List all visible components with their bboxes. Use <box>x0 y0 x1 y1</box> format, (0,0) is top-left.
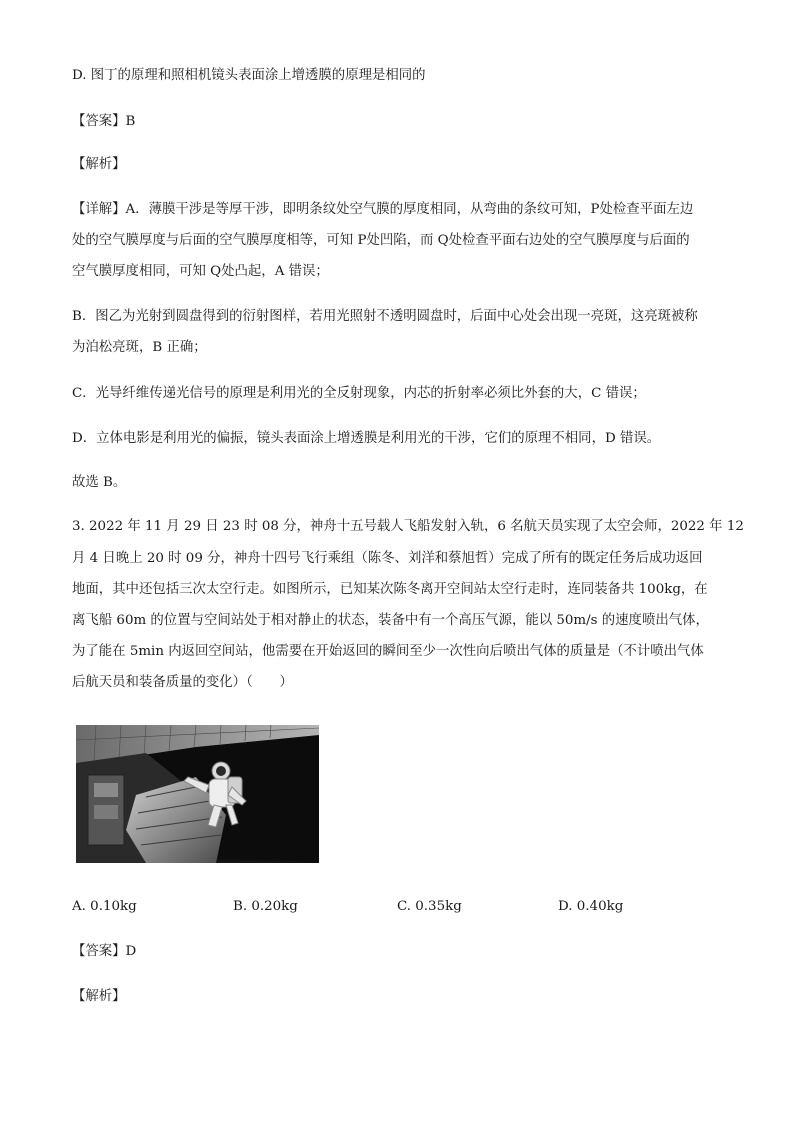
q3-stem-line: 离飞船 60m 的位置与空间站处于相对静止的状态，装备中有一个高压气源，能以 50m/s 的速度喷出气体， <box>72 613 709 628</box>
q3-stem-line: 3. 2022 年 11 月 29 日 23 时 08 分，神舟十五号载人飞船发射入轨，6 名航天员实现了太空会师，2022 年 12 <box>72 519 744 534</box>
q2-option-d: D. 图丁的原理和照相机镜头表面涂上增透膜的原理是相同的 <box>72 68 426 83</box>
q3-stem-line: 后航天员和装备质量的变化）（ ） <box>72 675 293 690</box>
q2-detail-line: 处的空气膜厚度与后面的空气膜厚度相等，可知 P处凹陷，而 Q处检查平面右边处的空气膜厚度与后面的 <box>72 233 690 248</box>
q2-detail-line: 为泊松亮斑，B 正确； <box>72 340 207 355</box>
option-a: A. 0.10kg <box>72 899 137 914</box>
q3-stem-line: 为了能在 5min 内返回空间站，他需要在开始返回的瞬间至少一次性向后喷出气体的质量是（不计喷出气体 <box>72 644 704 659</box>
q2-analysis-heading: 【解析】 <box>72 157 126 172</box>
q2-detail-line: D．立体电影是利用光的偏振，镜头表面涂上增透膜是利用光的干涉，它们的原理不相同，D 错误。 <box>72 431 661 446</box>
q3-stem-line: 地面，其中还包括三次太空行走。如图所示，已知某次陈冬离开空间站太空行走时，连同装备共 100kg，在 <box>72 582 708 597</box>
q2-conclusion: 故选 B。 <box>72 475 127 490</box>
q3-analysis-heading: 【解析】 <box>72 989 126 1004</box>
q3-answer: 【答案】D <box>72 944 137 959</box>
option-d: D. 0.40kg <box>558 899 624 914</box>
q2-detail-line: 【详解】A．薄膜干涉是等厚干涉，即明条纹处空气膜的厚度相同，从弯曲的条纹可知，P处检查平面左边 <box>72 202 694 217</box>
q2-detail-line: B．图乙为光射到圆盘得到的衍射图样，若用光照射不透明圆盘时，后面中心处会出现一亮斑，这亮斑被称 <box>72 309 698 324</box>
option-c: C. 0.35kg <box>397 899 462 914</box>
q2-detail-line: 空气膜厚度相同，可知 Q处凸起，A 错误； <box>72 264 329 279</box>
option-b: B. 0.20kg <box>233 899 298 914</box>
q2-answer: 【答案】B <box>72 114 136 129</box>
q2-detail-line: C．光导纤维传递光信号的原理是利用光的全反射现象，内芯的折射率必须比外套的大，C 错误； <box>72 386 646 401</box>
q3-stem-line: 月 4 日晚上 20 时 09 分，神舟十四号飞行乘组（陈冬、刘洋和蔡旭哲）完成了所有的既定任务后成功返回 <box>72 551 703 566</box>
astronaut-spacewalk-photo <box>76 725 319 863</box>
